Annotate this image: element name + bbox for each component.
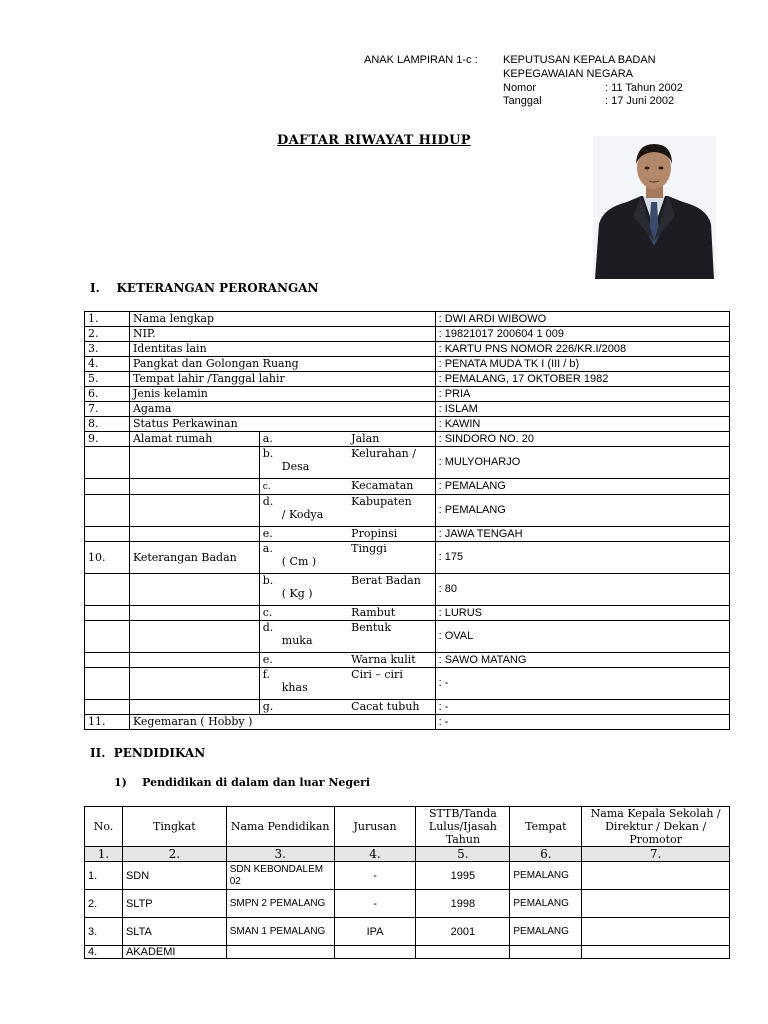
sub-letter: d. — [262, 495, 274, 508]
row-number: 9. — [88, 432, 99, 445]
edu-school-name: SDN KEBONDALEM 02 — [229, 863, 324, 887]
row-label: Kegemaran ( Hobby ) — [132, 715, 253, 728]
row-value: : OVAL — [438, 630, 474, 642]
table-row — [85, 668, 730, 700]
row-value: : - — [438, 677, 449, 689]
row-number: 7. — [88, 402, 99, 415]
document-title: DAFTAR RIWAYAT HIDUP — [277, 133, 471, 148]
edu-level: AKADEMI — [125, 946, 176, 958]
sub-letter: b. — [262, 574, 274, 587]
edu-year: 1998 — [450, 897, 476, 910]
attachment-label: ANAK LAMPIRAN 1-c : — [364, 54, 478, 66]
column-number-row — [85, 847, 730, 862]
row-label: NIP. — [132, 327, 156, 340]
row-value: : KAWIN — [438, 417, 481, 430]
table-row — [85, 653, 730, 668]
row-value: : PEMALANG, 17 OKTOBER 1982 — [438, 372, 609, 385]
row-value: : SINDORO NO. 20 — [438, 432, 534, 445]
sub-field: Bentuk — [351, 621, 392, 634]
row-value: : PRIA — [438, 387, 471, 400]
row-value: : SAWO MATANG — [438, 653, 527, 666]
row-number: 2. — [88, 327, 99, 340]
row-value: : PEMALANG — [438, 480, 506, 492]
edu-place: PEMALANG — [513, 897, 569, 909]
sub-field: Ciri – ciri — [351, 668, 403, 681]
nomor-label: Nomor — [503, 82, 537, 94]
row-label: Status Perkawinan — [132, 417, 238, 430]
table-row — [85, 312, 730, 327]
column-header: Tingkat — [153, 820, 196, 833]
row-label: Agama — [132, 402, 172, 415]
nomor-value: : 11 Tahun 2002 — [605, 82, 683, 94]
table-row — [85, 432, 730, 447]
table-row — [85, 387, 730, 402]
education-table — [84, 806, 730, 959]
edu-level: SLTA — [125, 925, 152, 938]
column-number: 4. — [369, 847, 381, 861]
column-header: Tempat — [525, 820, 567, 833]
row-number: 1. — [88, 312, 99, 325]
column-number: 6. — [540, 847, 552, 861]
row-value: : 80 — [438, 583, 457, 595]
row-value: : DWI ARDI WIBOWO — [438, 312, 547, 325]
sub-field-cont: ( Kg ) — [281, 587, 313, 600]
edu-year: 1995 — [450, 869, 476, 882]
edu-number: 2. — [88, 897, 98, 910]
profile-photo — [593, 136, 716, 279]
column-number: 3. — [274, 847, 286, 861]
sub-letter: e. — [262, 527, 273, 540]
row-value: : PEMALANG — [438, 504, 506, 516]
row-label: Nama lengkap — [132, 312, 215, 325]
table-row — [85, 542, 730, 574]
table-row — [85, 495, 730, 527]
row-number: 8. — [88, 417, 99, 430]
table-row — [85, 527, 730, 542]
edu-place: PEMALANG — [513, 925, 569, 937]
table-row — [85, 574, 730, 606]
table-row — [85, 606, 730, 621]
table-row — [85, 715, 730, 730]
sub-field: Tinggi — [351, 542, 387, 555]
table-row — [85, 342, 730, 357]
sub-field-cont: Desa — [281, 460, 310, 473]
column-header: Nama Pendidikan — [230, 820, 330, 833]
sub-field: Kecamatan — [351, 479, 414, 492]
sub-field: Cacat tubuh — [351, 700, 420, 713]
row-value: : PENATA MUDA TK I (III / b) — [438, 357, 580, 370]
sub-field: Kabupaten — [351, 495, 412, 508]
sub-letter: c. — [262, 482, 271, 492]
sub-letter: g. — [262, 700, 274, 713]
column-header: No. — [93, 820, 114, 833]
tanggal-label: Tanggal — [503, 95, 542, 107]
table-row — [85, 447, 730, 479]
row-label: Identitas lain — [132, 342, 207, 355]
edu-number: 3. — [88, 925, 98, 938]
sub-field-cont: muka — [281, 634, 313, 647]
row-value: : KARTU PNS NOMOR 226/KR.I/2008 — [438, 342, 627, 355]
sub-field: Kelurahan / — [351, 447, 416, 460]
row-label: Alamat rumah — [132, 432, 213, 445]
section-2-subheading: 1) Pendidikan di dalam dan luar Negeri — [114, 776, 371, 789]
edu-year: 2001 — [450, 925, 476, 938]
row-value: : 175 — [438, 551, 464, 563]
column-header: Nama Kepala Sekolah / Direktur / Dekan / Promotor — [590, 807, 721, 846]
edu-school-name: SMAN 1 PEMALANG — [229, 925, 326, 937]
table-row — [85, 918, 730, 946]
sub-letter: d. — [262, 621, 274, 634]
table-row — [85, 700, 730, 715]
column-header: STTB/Tanda Lulus/Ijasah Tahun — [428, 807, 497, 846]
row-value: : - — [438, 700, 449, 713]
section-1-heading: I. KETERANGAN PERORANGAN — [90, 281, 319, 295]
column-header: Jurusan — [353, 820, 397, 833]
table-row — [85, 946, 730, 959]
row-label: Keterangan Badan — [132, 551, 237, 564]
table-row — [85, 357, 730, 372]
row-value: : 19821017 200604 1 009 — [438, 327, 565, 340]
edu-number: 1. — [88, 869, 98, 882]
sub-field-cont: khas — [281, 681, 308, 694]
row-value: : LURUS — [438, 606, 483, 619]
sub-letter: e. — [262, 653, 273, 666]
sub-letter: a. — [262, 432, 273, 445]
sub-field: Jalan — [351, 432, 380, 445]
row-number: 4. — [88, 357, 99, 370]
person-photo-icon — [593, 136, 716, 279]
table-row — [85, 479, 730, 495]
row-value: : MULYOHARJO — [438, 456, 521, 468]
row-number: 5. — [88, 372, 99, 385]
column-number: 1. — [97, 847, 110, 861]
table-row — [85, 862, 730, 890]
row-value: : JAWA TENGAH — [438, 527, 523, 540]
sub-field: Rambut — [351, 606, 396, 619]
column-number: 5. — [457, 847, 469, 861]
decree-line-1: KEPUTUSAN KEPALA BADAN — [503, 54, 656, 66]
edu-number: 4. — [88, 946, 98, 958]
personal-info-table — [84, 311, 730, 730]
table-row — [85, 402, 730, 417]
decree-line-2: KEPEGAWAIAN NEGARA — [503, 68, 633, 80]
tanggal-value: : 17 Juni 2002 — [605, 95, 675, 107]
sub-letter: f. — [262, 668, 270, 681]
sub-field-cont: / Kodya — [281, 508, 324, 521]
row-number: 10. — [88, 551, 106, 564]
row-number: 11. — [88, 715, 106, 728]
sub-field: Warna kulit — [351, 653, 416, 666]
edu-major: IPA — [366, 925, 384, 938]
table-row — [85, 372, 730, 387]
row-label: Tempat lahir /Tanggal lahir — [132, 372, 285, 385]
row-number: 3. — [88, 342, 99, 355]
sub-field-cont: ( Cm ) — [281, 555, 317, 568]
row-value: : - — [438, 715, 449, 728]
sub-letter: a. — [262, 542, 273, 555]
sub-letter: c. — [262, 606, 273, 619]
edu-level: SDN — [125, 869, 150, 882]
row-value: : ISLAM — [438, 402, 478, 415]
column-number: 2. — [168, 847, 181, 861]
table-row — [85, 621, 730, 653]
edu-level: SLTP — [125, 897, 153, 910]
table-row — [85, 417, 730, 432]
edu-major: - — [373, 869, 377, 882]
row-number: 6. — [88, 387, 99, 400]
row-label: Pangkat dan Golongan Ruang — [132, 357, 299, 370]
table-header-row — [85, 807, 730, 847]
edu-major: - — [373, 897, 377, 910]
edu-place: PEMALANG — [513, 869, 569, 881]
table-row — [85, 890, 730, 918]
sub-field: Berat Badan — [351, 574, 421, 587]
row-label: Jenis kelamin — [132, 387, 208, 400]
edu-school-name: SMPN 2 PEMALANG — [229, 897, 326, 909]
table-row — [85, 327, 730, 342]
sub-field: Propinsi — [351, 527, 398, 540]
section-2-heading: II. PENDIDIKAN — [90, 746, 206, 760]
sub-letter: b. — [262, 447, 274, 460]
column-number: 7. — [649, 847, 662, 861]
